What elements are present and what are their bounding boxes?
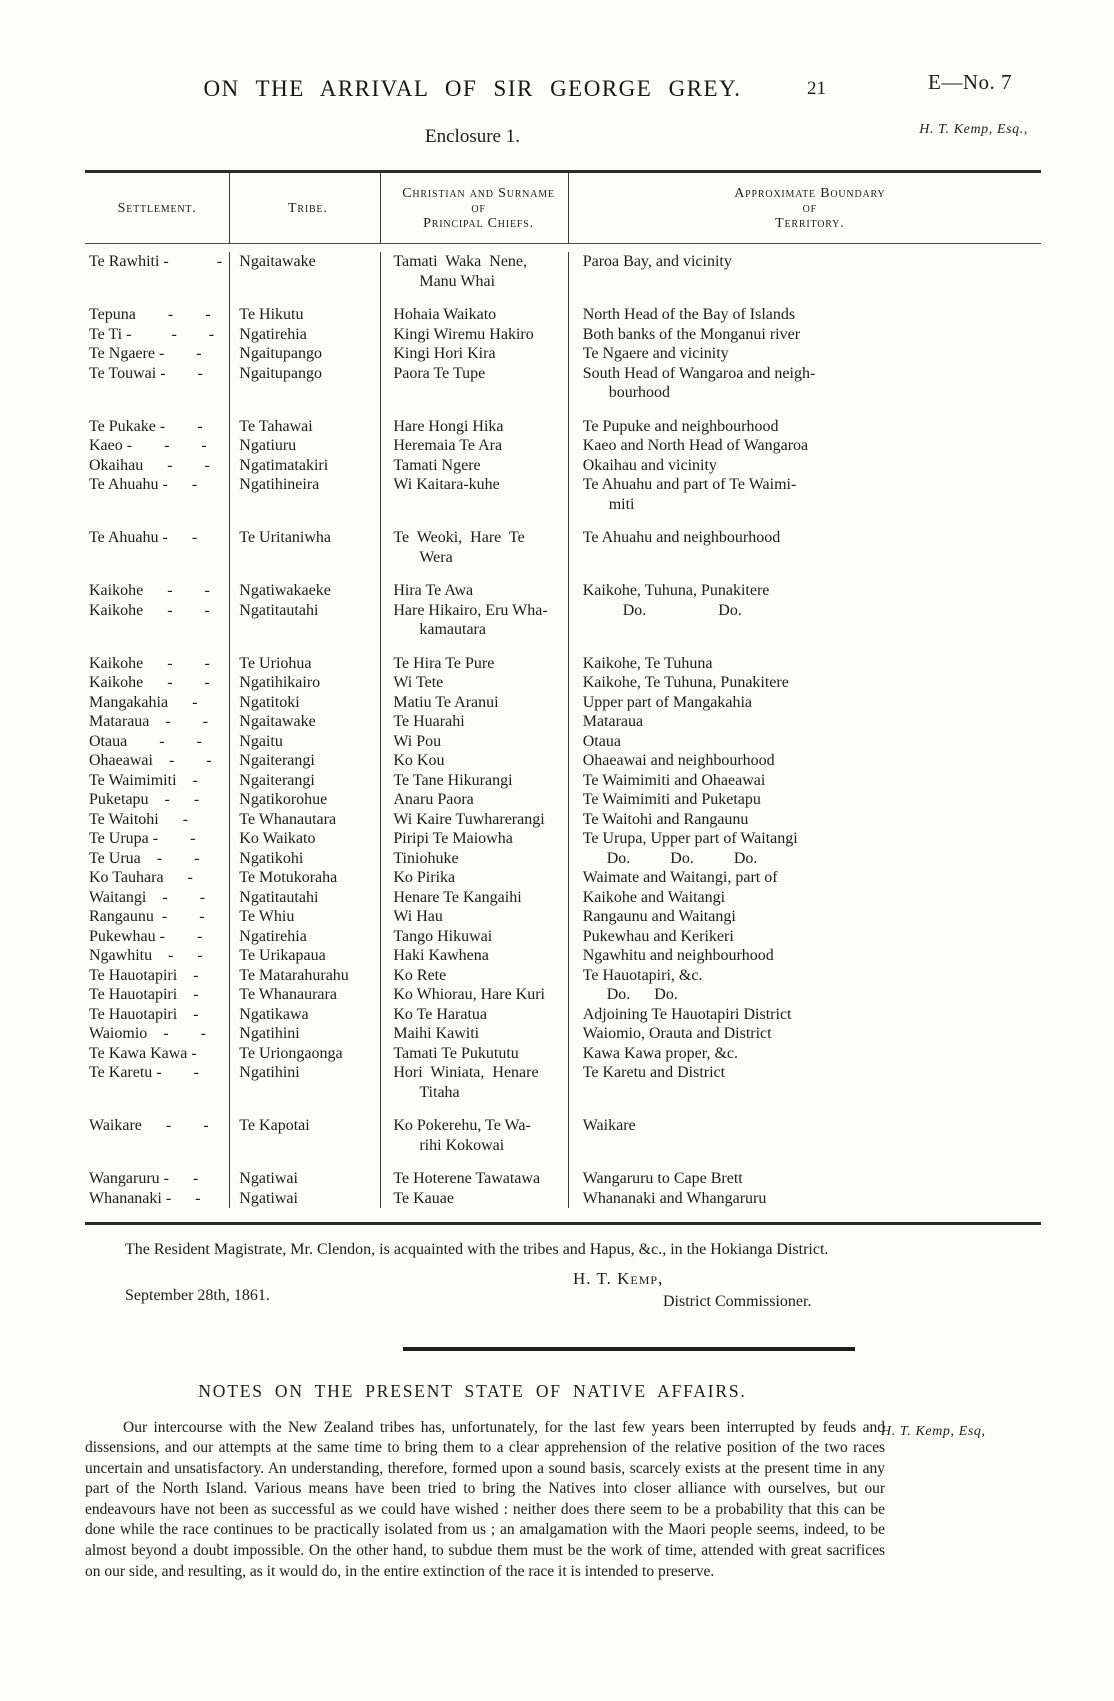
cell-tribe: Ko Waikato: [230, 829, 381, 849]
cell-settlement: Rangaunu - -: [85, 907, 230, 927]
enclosure-row: [85, 124, 1040, 170]
cell-chiefs: Te Hira Te Pure: [381, 640, 568, 674]
cell-tribe: Ngatimatakiri: [230, 456, 381, 476]
cell-tribe: Te Tahawai: [230, 403, 381, 437]
column-header-chiefs: Christian and Surname of Principal Chiefs.: [381, 173, 568, 243]
cell-boundary: Paroa Bay, and vicinity: [582, 253, 732, 270]
cell-chiefs: Te Weoki, Hare Te Wera: [381, 514, 568, 567]
cell-settlement: Te Pukake - -: [85, 403, 230, 437]
cell-boundary: Wangaruru to Cape Brett: [582, 1170, 743, 1187]
cell-boundary: Both banks of the Monganui river: [582, 325, 801, 343]
cell-settlement: Kaikohe - -: [85, 601, 230, 640]
cell-settlement: Whananaki - -: [85, 1189, 230, 1209]
table-row: [85, 1005, 1041, 1025]
cell-boundary: Te Ahuahu and part of Te Waimi- miti: [582, 476, 797, 513]
table-row: [85, 403, 1041, 437]
table-row: [85, 567, 1041, 601]
cell-settlement: Mataraua - -: [85, 712, 230, 732]
cell-tribe: Ngaiterangi: [230, 771, 381, 791]
cell-chiefs: Tamati Te Pukututu: [381, 1044, 568, 1064]
cell-boundary: South Head of Wangaroa and neigh- bourhood: [582, 364, 816, 401]
cell-settlement: Kaeo - - -: [85, 436, 230, 456]
cell-tribe: Te Uriohua: [230, 640, 381, 674]
cell-chiefs: Hare Hikairo, Eru Wha- kamautara: [381, 601, 568, 640]
cell-boundary: Waiomio, Orauta and District: [582, 1025, 772, 1042]
cell-chiefs: Kingi Hori Kira: [381, 344, 568, 364]
cell-boundary: Ohaeawai and neighbourhood: [582, 752, 775, 769]
cell-settlement: Kaikohe - -: [85, 640, 230, 674]
cell-chiefs: Te Hoterene Tawatawa: [381, 1155, 568, 1189]
cell-boundary: Te Karetu and District: [582, 1064, 726, 1081]
margin-note-kemp-notes: H. T. Kemp, Esq,: [881, 1423, 986, 1439]
cell-settlement: Te Karetu - -: [85, 1063, 230, 1102]
cell-tribe: Te Urikapaua: [230, 946, 381, 966]
cell-tribe: Te Whanaurara: [230, 985, 381, 1005]
cell-boundary: Ngawhitu and neighbourhood: [582, 947, 774, 964]
cell-settlement: Kaikohe - -: [85, 673, 230, 693]
column-header-boundary: Approximate Boundary of Territory.: [734, 186, 886, 231]
cell-boundary: Pukewhau and Kerikeri: [582, 927, 734, 945]
table-row: [85, 1102, 1041, 1155]
cell-boundary: Te Urupa, Upper part of Waitangi: [582, 830, 798, 847]
signature-block: [85, 1261, 1041, 1335]
table-row: [85, 640, 1041, 674]
cell-tribe: Ngatiwai: [230, 1155, 381, 1189]
table-row: [85, 966, 1041, 986]
cell-settlement: Te Ahuahu - -: [85, 514, 230, 567]
cell-boundary: Te Hauotapiri, &c.: [582, 966, 703, 984]
cell-tribe: Te Kapotai: [230, 1102, 381, 1155]
cell-boundary: North Head of the Bay of Islands: [582, 306, 796, 323]
cell-tribe: Te Hikutu: [230, 291, 381, 325]
cell-tribe: Te Matarahurahu: [230, 966, 381, 986]
table-row: [85, 927, 1041, 947]
cell-chiefs: Kingi Wiremu Hakiro: [381, 325, 568, 345]
table-row: [85, 751, 1041, 771]
cell-tribe: Te Whanautara: [230, 810, 381, 830]
cell-chiefs: Anaru Paora: [381, 790, 568, 810]
cell-boundary: Adjoining Te Hauotapiri District: [582, 1005, 792, 1023]
table-row: [85, 849, 1041, 869]
notes-paragraph: Our intercourse with the New Zealand tribes has, unfortunately, for the last few years been interrupted by feuds and dissensions, and our attempts at the same time to bring them to a clear apprehension of the relative position of the two races uncertain and unsatisfactory. An understanding, therefore, formed upon a sound basis, scarcely exists at the present time in any part of the North Island. Various means have been tried to bring the Natives into closer alliance with ourselves, but our endeavours have not been as successful as we could have wished : neither does there seem to be a probability that this can be done while the race continues to be practically isolated from us ; an amalgamation with the Maori people seems, indeed, to be almost beyond a doubt impossible. On the other hand, to subdue them must be the work of time, attended with great sacrifices on our side, and resulting, as it would do, in the entire extinction of the race it is intended to preserve.: [85, 1418, 885, 1580]
table-row: [85, 907, 1041, 927]
cell-settlement: Te Ti - - -: [85, 325, 230, 345]
cell-settlement: Te Ngaere - -: [85, 344, 230, 364]
table-row: [85, 456, 1041, 476]
cell-chiefs: Ko Kou: [381, 751, 568, 771]
chiefs-table: [85, 170, 1041, 1225]
cell-chiefs: Ko Pirika: [381, 868, 568, 888]
cell-tribe: Ngatihikairo: [230, 673, 381, 693]
cell-chiefs: Hori Winiata, Henare Titaha: [381, 1063, 568, 1102]
cell-chiefs: Tiniohuke: [381, 849, 568, 869]
cell-settlement: Mangakahia -: [85, 693, 230, 713]
cell-chiefs: Ko Pokerehu, Te Wa- rihi Kokowai: [381, 1102, 568, 1155]
table-row: [85, 868, 1041, 888]
cell-settlement: Tepuna - -: [85, 291, 230, 325]
margin-note-kemp-top: H. T. Kemp, Esq.,: [919, 122, 1028, 137]
cell-tribe: Te Uritaniwha: [230, 514, 381, 567]
cell-boundary: Otaua: [582, 732, 621, 750]
cell-boundary: Mataraua: [582, 713, 644, 730]
cell-settlement: Te Hauotapiri -: [85, 966, 230, 986]
cell-chiefs: Wi Pou: [381, 732, 568, 752]
table-row: [85, 829, 1041, 849]
cell-tribe: Ngaiterangi: [230, 751, 381, 771]
cell-tribe: Ngatirehia: [230, 325, 381, 345]
cell-chiefs: Te Kauae: [381, 1189, 568, 1209]
cell-tribe: Ngatiuru: [230, 436, 381, 456]
cell-boundary: Do. Do.: [582, 986, 678, 1003]
signature-name: H. T. Kemp,: [573, 1268, 664, 1288]
cell-chiefs: Haki Kawhena: [381, 946, 568, 966]
cell-boundary: Te Waitohi and Rangaunu: [582, 810, 749, 828]
cell-settlement: Te Hauotapiri -: [85, 1005, 230, 1025]
cell-boundary: Te Ahuahu and neighbourhood: [582, 529, 781, 546]
cell-tribe: Ngaitawake: [230, 712, 381, 732]
cell-boundary: Te Ngaere and vicinity: [582, 345, 729, 362]
table-row: [85, 673, 1041, 693]
table-row: [85, 1155, 1041, 1189]
table-row: [85, 810, 1041, 830]
table-row: [85, 771, 1041, 791]
cell-boundary: Te Pupuke and neighbourhood: [582, 417, 779, 435]
cell-boundary: Kaikohe, Te Tuhuna: [582, 654, 713, 672]
table-row: [85, 693, 1041, 713]
cell-boundary: Whananaki and Whangaruru: [582, 1189, 767, 1207]
page-title: ON THE ARRIVAL OF SIR GEORGE GREY.: [203, 76, 742, 101]
cell-tribe: Te Whiu: [230, 907, 381, 927]
notes-section: [85, 1418, 1041, 1583]
cell-tribe: Ngaitawake: [230, 252, 381, 291]
cell-settlement: Waikare - -: [85, 1102, 230, 1155]
cell-tribe: Te Uriongaonga: [230, 1044, 381, 1064]
cell-settlement: Te Rawhiti - -: [85, 252, 230, 291]
cell-chiefs: Ko Whiorau, Hare Kuri: [381, 985, 568, 1005]
cell-chiefs: Wi Tete: [381, 673, 568, 693]
cell-tribe: Ngatikohi: [230, 849, 381, 869]
cell-chiefs: Wi Kaire Tuwharerangi: [381, 810, 568, 830]
cell-tribe: Ngatihini: [230, 1063, 381, 1102]
table-row: [85, 601, 1041, 640]
cell-tribe: Ngatihineira: [230, 475, 381, 514]
cell-chiefs: Ko Te Haratua: [381, 1005, 568, 1025]
table-row: [85, 1044, 1041, 1064]
table-row: [85, 325, 1041, 345]
table-row: [85, 888, 1041, 908]
cell-settlement: Te Touwai - -: [85, 364, 230, 403]
cell-settlement: Waiomio - -: [85, 1024, 230, 1044]
cell-chiefs: Matiu Te Aranui: [381, 693, 568, 713]
page-header: [85, 70, 1040, 124]
cell-chiefs: Ko Rete: [381, 966, 568, 986]
cell-settlement: Te Urua - -: [85, 849, 230, 869]
cell-settlement: Okaihau - -: [85, 456, 230, 476]
cell-boundary: Rangaunu and Waitangi: [582, 908, 736, 925]
cell-settlement: Ko Tauhara -: [85, 868, 230, 888]
table-row: [85, 364, 1041, 403]
cell-tribe: Ngaitupango: [230, 344, 381, 364]
cell-boundary: Kaikohe, Te Tuhuna, Punakitere: [582, 674, 789, 691]
cell-chiefs: Hare Hongi Hika: [381, 403, 568, 437]
table-row: [85, 1063, 1041, 1102]
cell-tribe: Ngatitautahi: [230, 888, 381, 908]
cell-chiefs: Tango Hikuwai: [381, 927, 568, 947]
column-header-tribe: Tribe.: [230, 173, 381, 243]
table-row: [85, 291, 1041, 325]
cell-settlement: Te Urupa - -: [85, 829, 230, 849]
cell-chiefs: Te Tane Hikurangi: [381, 771, 568, 791]
cell-tribe: Ngaitupango: [230, 364, 381, 403]
table-row: [85, 436, 1041, 456]
section-divider-rule: [403, 1347, 855, 1351]
cell-boundary: Okaihau and vicinity: [582, 456, 717, 474]
cell-tribe: Ngatitoki: [230, 693, 381, 713]
cell-chiefs: Heremaia Te Ara: [381, 436, 568, 456]
cell-settlement: Te Waimimiti -: [85, 771, 230, 791]
cell-settlement: Ohaeawai - -: [85, 751, 230, 771]
cell-settlement: Pukewhau - -: [85, 927, 230, 947]
cell-boundary: Kaikohe, Tuhuna, Punakitere: [582, 582, 770, 599]
cell-chiefs: Henare Te Kangaihi: [381, 888, 568, 908]
cell-tribe: Ngatikorohue: [230, 790, 381, 810]
cell-chiefs: Te Huarahi: [381, 712, 568, 732]
table-row: [85, 790, 1041, 810]
cell-boundary: Kawa Kawa proper, &c.: [582, 1044, 739, 1062]
enclosure-heading: Enclosure 1.: [425, 126, 520, 147]
cell-boundary: Do. Do.: [582, 601, 742, 619]
cell-chiefs: Wi Kaitara-kuhe: [381, 475, 568, 514]
table-row: [85, 1024, 1041, 1044]
column-header-settlement: Settlement.: [85, 173, 230, 243]
cell-settlement: Puketapu - -: [85, 790, 230, 810]
cell-settlement: Ngawhitu - -: [85, 946, 230, 966]
table-body: [85, 244, 1041, 1222]
cell-tribe: Ngatirehia: [230, 927, 381, 947]
cell-settlement: Otaua - -: [85, 732, 230, 752]
table-row: [85, 344, 1041, 364]
table-row: [85, 946, 1041, 966]
cell-chiefs: Hira Te Awa: [381, 567, 568, 601]
cell-chiefs: Wi Hau: [381, 907, 568, 927]
table-row: [85, 475, 1041, 514]
table-row: [85, 732, 1041, 752]
cell-settlement: Kaikohe - -: [85, 567, 230, 601]
page-number: 21: [807, 78, 826, 99]
document-reference: E—No. 7: [928, 70, 1012, 94]
cell-boundary: Do. Do. Do.: [582, 849, 758, 867]
cell-settlement: Te Hauotapiri -: [85, 985, 230, 1005]
cell-tribe: Ngaitu: [230, 732, 381, 752]
cell-tribe: Te Motukoraha: [230, 868, 381, 888]
cell-tribe: Ngatiwakaeke: [230, 567, 381, 601]
cell-boundary: Waikare: [582, 1117, 636, 1134]
table-header-row: [85, 173, 1041, 244]
cell-chiefs: Tamati Ngere: [381, 456, 568, 476]
cell-tribe: Ngatikawa: [230, 1005, 381, 1025]
notes-heading: NOTES ON THE PRESENT STATE OF NATIVE AFFAIRS.: [198, 1380, 747, 1401]
table-row: [85, 985, 1041, 1005]
cell-settlement: Te Waitohi -: [85, 810, 230, 830]
cell-boundary: Te Waimimiti and Puketapu: [582, 791, 761, 808]
cell-settlement: Te Kawa Kawa -: [85, 1044, 230, 1064]
cell-boundary: Waimate and Waitangi, part of: [582, 869, 778, 886]
table-row: [85, 712, 1041, 732]
cell-boundary: Kaikohe and Waitangi: [582, 888, 726, 906]
table-row: [85, 514, 1041, 567]
signature-date: September 28th, 1861.: [125, 1286, 270, 1304]
cell-chiefs: Maihi Kawiti: [381, 1024, 568, 1044]
cell-chiefs: Tamati Waka Nene, Manu Whai: [381, 252, 568, 291]
cell-tribe: Ngatihini: [230, 1024, 381, 1044]
signature-title: District Commissioner.: [663, 1292, 812, 1310]
cell-boundary: Te Waimimiti and Ohaeawai: [582, 771, 766, 789]
cell-tribe: Ngatitautahi: [230, 601, 381, 640]
table-row: [85, 252, 1041, 291]
cell-boundary: Upper part of Mangakahia: [582, 693, 752, 711]
cell-boundary: Kaeo and North Head of Wangaroa: [582, 437, 809, 454]
cell-settlement: Te Ahuahu - -: [85, 475, 230, 514]
cell-settlement: Wangaruru - -: [85, 1155, 230, 1189]
cell-chiefs: Paora Te Tupe: [381, 364, 568, 403]
table-row: [85, 1189, 1041, 1209]
resident-magistrate-note: The Resident Magistrate, Mr. Clendon, is acquainted with the tribes and Hapus, &c., in the Hokianga District.: [125, 1241, 829, 1258]
cell-chiefs: Hohaia Waikato: [381, 291, 568, 325]
cell-settlement: Waitangi - -: [85, 888, 230, 908]
cell-tribe: Ngatiwai: [230, 1189, 381, 1209]
cell-chiefs: Piripi Te Maiowha: [381, 829, 568, 849]
